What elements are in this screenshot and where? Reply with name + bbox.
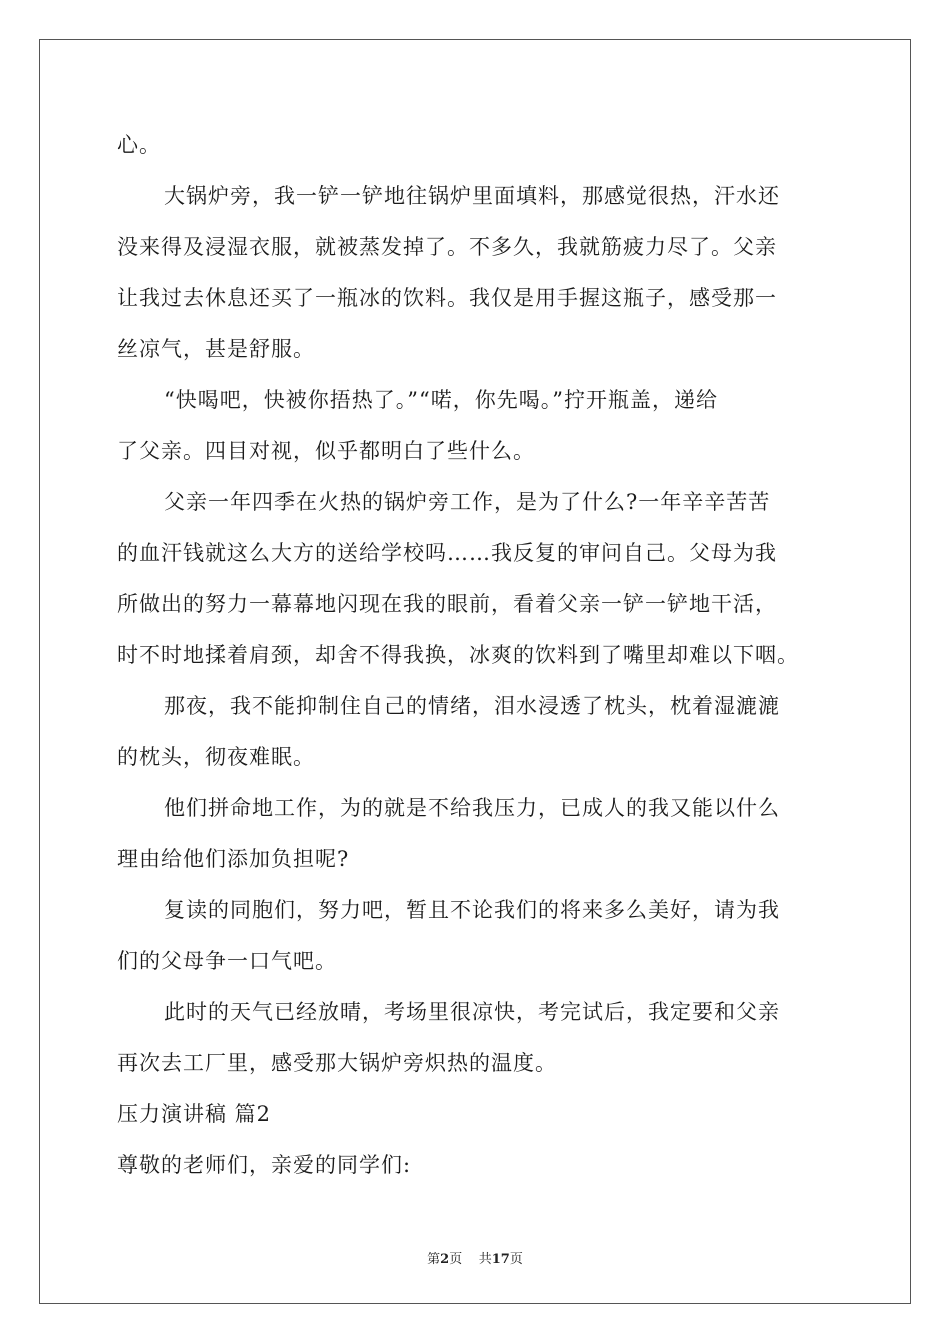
text-line: 的血汗钱就这么大方的送给学校吗……我反复的审问自己。父母为我 xyxy=(117,541,777,565)
section-heading: 压力演讲稿 篇2 xyxy=(117,1102,272,1126)
text-line: 让我过去休息还买了一瓶冰的饮料。我仅是用手握这瓶子，感受那一 xyxy=(117,286,777,310)
document-body xyxy=(117,124,842,1195)
text-line: 时不时地揉着肩颈，却舍不得我换，冰爽的饮料到了嘴里却难以下咽。 xyxy=(117,643,799,667)
text-line: 他们拼命地工作，为的就是不给我压力，已成人的我又能以什么 xyxy=(164,796,780,820)
text-line: 那夜，我不能抑制住自己的情绪，泪水浸透了枕头，枕着湿漉漉 xyxy=(164,694,780,718)
text-line: 的枕头，彻夜难眠。 xyxy=(117,745,315,769)
page-suffix: 页 xyxy=(449,1252,463,1267)
page-number: 2 xyxy=(440,1252,450,1267)
total-prefix: 共 xyxy=(478,1252,492,1267)
text-line: 了父亲。四目对视，似乎都明白了些什么。 xyxy=(117,439,535,463)
text-line: 理由给他们添加负担呢? xyxy=(117,847,350,871)
page-prefix: 第 xyxy=(427,1252,441,1267)
text-line: 大锅炉旁，我一铲一铲地往锅炉里面填料，那感觉很热，汗水还 xyxy=(164,184,780,208)
page-footer xyxy=(0,1248,950,1267)
text-line: 再次去工厂里，感受那大锅炉旁炽热的温度。 xyxy=(117,1051,557,1075)
text-line: 此时的天气已经放晴，考场里很凉快，考完试后，我定要和父亲 xyxy=(164,1000,780,1024)
text-line: 所做出的努力一幕幕地闪现在我的眼前，看着父亲一铲一铲地干活， xyxy=(117,592,777,616)
total-pages: 17 xyxy=(491,1252,510,1267)
salutation: 尊敬的老师们，亲爱的同学们: xyxy=(117,1153,412,1177)
text-line: 们的父母争一口气吧。 xyxy=(117,949,337,973)
text-line: “快喝吧，快被你捂热了。”“喏，你先喝。”拧开瓶盖，递给 xyxy=(164,388,718,412)
text-line: 父亲一年四季在火热的锅炉旁工作，是为了什么?一年辛辛苦苦 xyxy=(164,490,771,514)
text-line: 心。 xyxy=(117,133,161,157)
total-suffix: 页 xyxy=(509,1252,523,1267)
text-line: 复读的同胞们，努力吧，暂且不论我们的将来多么美好，请为我 xyxy=(164,898,780,922)
text-line: 没来得及浸湿衣服，就被蒸发掉了。不多久，我就筋疲力尽了。父亲 xyxy=(117,235,777,259)
text-line: 丝凉气，甚是舒服。 xyxy=(117,337,315,361)
